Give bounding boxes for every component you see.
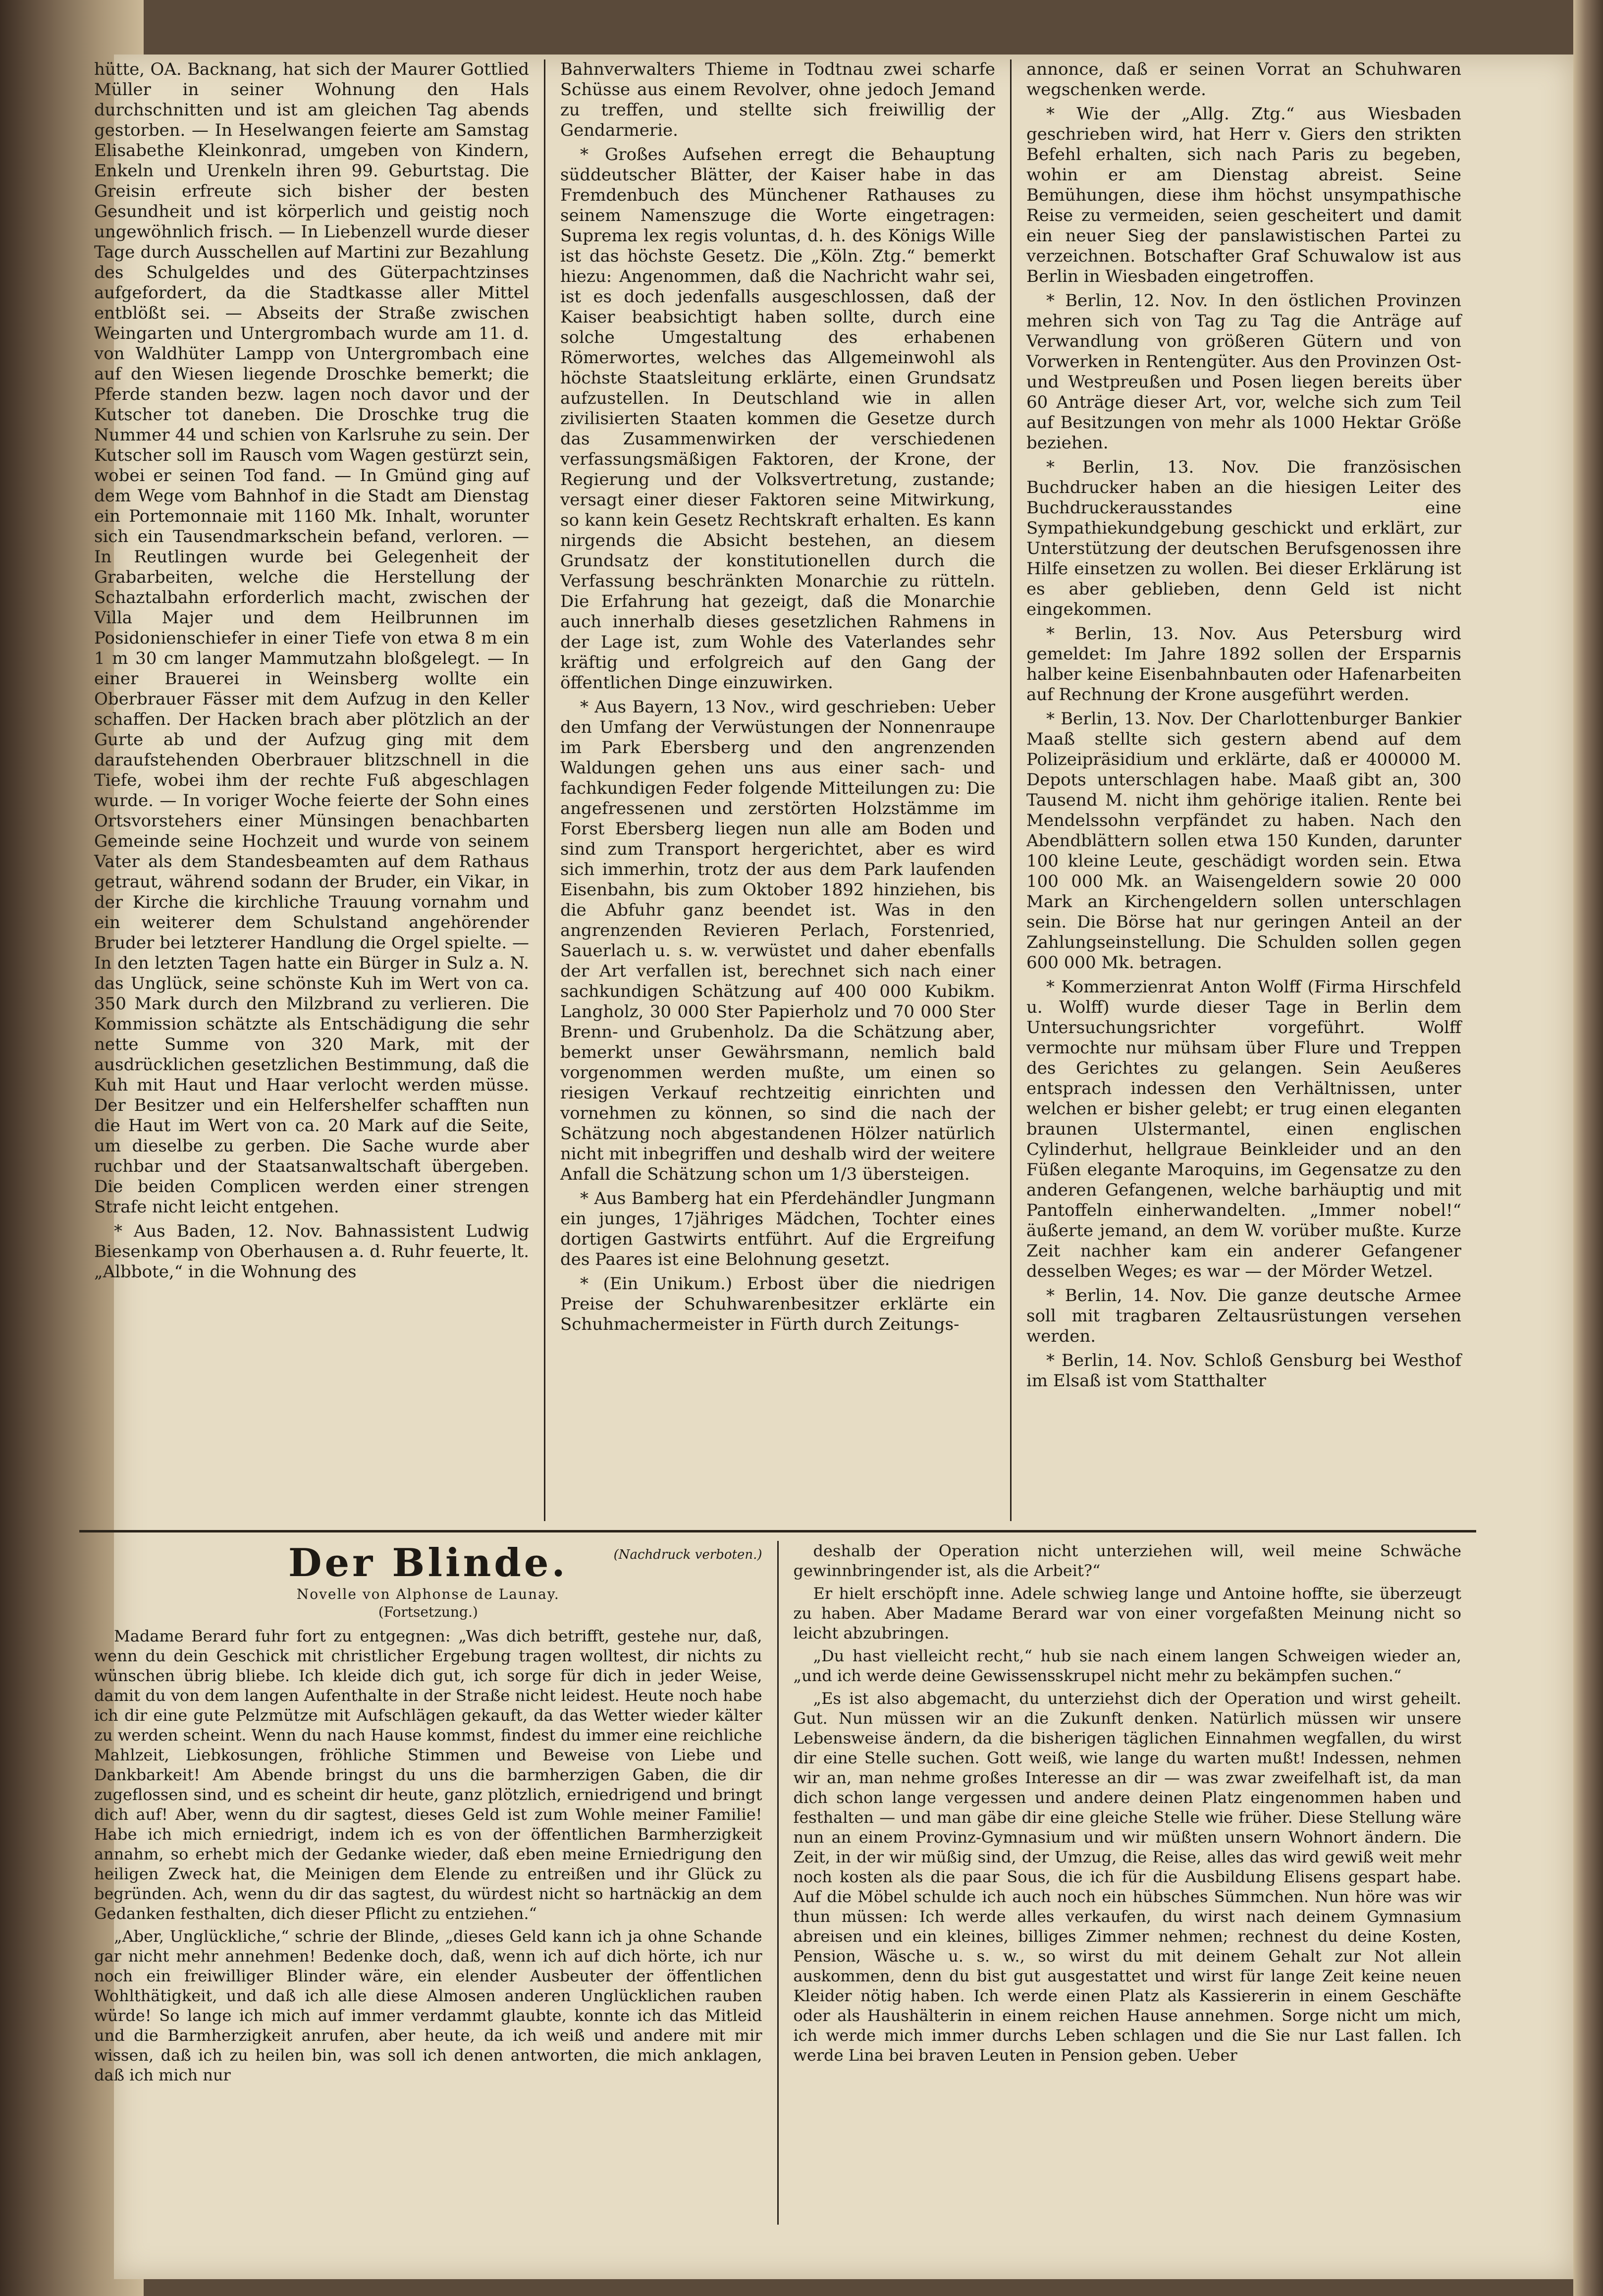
column-2-paragraph-1: Bahnverwalters Thieme in Todtnau zwei scharfe Schüsse aus einem Revolver, ohne jedoch Jemand zu treffen, und stellte sich freiwillig der Gendarmerie. [560,59,995,140]
column-3-paragraph-9: * Berlin, 14. Nov. Schloß Gensburg bei Westhof im Elsaß ist vom Statthalter [1026,1351,1461,1391]
feuilleton-divider [79,1530,1476,1532]
feuilleton-right-paragraph-4: „Es ist also abgemacht, du unterziehst dich der Operation und wirst geheilt. Gut. Nun müssen wir an die Zukunft denken. Natürlich müssen wir unsere Lebensweise ändern, da die bisherigen täglichen Einnahmen wegfallen, du wirst dir eine Stelle suchen. Gott weiß, wie lange du warten mußt! Indessen, nehmen wir an, man nehme großes Interesse an dir — was zwar zweifelhaft ist, da man dich schon lange vergessen und andere deinen Platz eingenommen haben und festhalten — und man gäbe dir eine gleiche Stelle wie früher. Diese Stellung wäre nun an einem Provinz-Gymnasium und wir müßten unsern Wohnort ändern. Die Zeit, in der wir müßig sind, der Umzug, die Reise, alles das wird gewiß weit mehr noch kosten als die paar Sous, die ich für die Ausbildung Elisens gespart habe. Auf die Möbel schulde ich auch noch ein hübsches Sümmchen. Nun höre was wir thun müssen: Ich werde alles verkaufen, du wirst nach deinem Gymnasium abreisen und ein kleines, billiges Zimmer nehmen; rechnest du deine Kosten, Pension, Wäsche u. s. w., so wirst du mit deinem Gehalt zur Not allein auskommen, denn du bist gut ausgestattet und wirst für lange Zeit keine neuen Kleider nötig haben. Ich werde einen Platz als Kassiererin in einem Geschäfte oder als Haushälterin in einem reichen Hause annehmen. Sorge nicht um mich, ich werde mich immer durchs Leben schlagen und die Sie nur Last fallen. Ich werde Lina bei braven Leuten in Pension geben. Ueber [793,1689,1461,2065]
column-3-paragraph-2: * Wie der „Allg. Ztg.“ aus Wiesbaden geschrieben wird, hat Herr v. Giers den strikten Befehl erhalten, sich nach Paris zu begeben, wohin er am Dienstag abreist. Seine Bemühungen, diese ihm höchst unsympathische Reise zu vermeiden, seien gescheitert und damit ein neuer Sieg der panslawistischen Partei zu verzeichnen. Botschafter Graf Schuwalow ist aus Berlin in Wiesbaden eingetroffen. [1026,104,1461,286]
feuilleton-header [94,1541,762,1621]
feuilleton-right-paragraph-3: „Du hast vielleicht recht,“ hub sie nach einem langen Schweigen wieder an, „und ich werde deine Gewissensskrupel nicht mehr zu bekämpfen suchen.“ [793,1646,1461,1685]
column-2-paragraph-3: * Aus Bayern, 13 Nov., wird geschrieben: Ueber den Umfang der Verwüstungen der Nonnenraupe im Park Ebersberg und den angrenzenden Waldungen gehen uns aus einer sach- und fachkundigen Feder folgende Mitteilungen zu: Die angefressenen und zerstörten Holzstämme im Forst Ebersberg liegen nun alle am Boden und sind zum Transport hergerichtet, aber es wird sich immerhin, trotz der aus dem Park laufenden Eisenbahn, bis zum Oktober 1892 hinziehen, bis die Abfuhr ganz beendet ist. Was in den angrenzenden Revieren Perlach, Forstenried, Sauerlach u. s. w. verwüstet und daher ebenfalls der Art verfallen ist, berechnet sich nach einer sachkundigen Schätzung auf 400 000 Kubikm. Langholz, 30 000 Ster Papierholz und 70 000 Ster Brenn- und Grubenholz. Da die Schätzung aber, bemerkt unser Gewährsmann, nemlich bald vorgenommen werden mußte, um einen so riesigen Verkauf rechtzeitig einrichten und vornehmen zu können, so sind die nach der Schätzung noch abgestandenen Hölzer natürlich nicht mit inbegriffen und deshalb wird der weitere Anfall die Schätzung schon um 1/3 übersteigen. [560,697,995,1184]
column-2-paragraph-4: * Aus Bamberg hat ein Pferdehändler Jungmann ein junges, 17jähriges Mädchen, Tochter eines dortigen Gastwirts entführt. Auf die Ergreifung des Paares ist eine Belohnung gesetzt. [560,1189,995,1269]
feuilleton-title: Der Blinde. [288,1541,568,1585]
feuilleton-section [79,1541,1476,2225]
column-1-paragraph-1: hütte, OA. Backnang, hat sich der Maurer Gottlied Müller in seiner Wohnung den Hals durchschnitten und ist am gleichen Tag abends gestorben. — In Heselwangen feierte am Samstag Elisabethe Kleinkonrad, umgeben von Kindern, Enkeln und Urenkeln ihren 99. Geburtstag. Die Greisin erfreute sich bisher der besten Gesundheit und ist körperlich und geistig noch ungewöhnlich frisch. — In Liebenzell wurde dieser Tage durch Ausschellen auf Martini zur Bezahlung des Schulgeldes und des Güterpachtzinses aufgefordert, da die Stadtkasse aller Mittel entblößt sei. — Abseits der Straße zwischen Weingarten und Untergrombach wurde am 11. d. von Waldhüter Lampp von Untergrombach eine auf den Wiesen liegende Droschke bemerkt; die Pferde standen bezw. lagen noch davor und der Kutscher tot daneben. Die Droschke trug die Nummer 44 und schien von Karlsruhe zu sein. Der Kutscher soll im Rausch vom Wagen gestürzt sein, wobei er seinen Tod fand. — In Gmünd ging auf dem Wege vom Bahnhof in die Stadt am Dienstag ein Portemonnaie mit 1160 Mk. Inhalt, worunter sich ein Tausendmarkschein befand, verloren. — In Reutlingen wurde bei Gelegenheit der Grabarbeiten, welche die Herstellung der Schaztalbahn erforderlich macht, zwischen der Villa Majer und dem Heilbrunnen im Posidonienschiefer in einer Tiefe von etwa 8 m ein 1 m 30 cm langer Mammutzahn bloßgelegt. — In einer Brauerei in Weinsberg wollte ein Oberbrauer Fässer mit dem Aufzug in den Keller schaffen. Der Hacken brach aber plötzlich an der Gurte ab und der Aufzug ging mit dem daraufstehenden Oberbrauer blitzschnell in die Tiefe, wobei ihm der rechte Fuß abgeschlagen wurde. — In voriger Woche feierte der Sohn eines Ortsvorstehers einer Münsingen benachbarten Gemeinde seine Hochzeit und wurde von seinem Vater als dem Standesbeamten auf dem Rathaus getraut, während sodann der Bruder, ein Vikar, in der Kirche die kirchliche Trauung vornahm und ein weiterer dem Schulstand angehörender Bruder bei letzterer Handlung die Orgel spielte. — In den letzten Tagen hatte ein Bürger in Sulz a. N. das Unglück, seine schönste Kuh im Wert von ca. 350 Mark durch den Milzbrand zu verlieren. Die Kommission schätzte als Entschädigung die sehr nette Summe von 320 Mark, mit der ausdrücklichen gesetzlichen Bestimmung, daß die Kuh mit Haut und Haar verlocht werden müsse. Der Besitzer und ein Helfershelfer schafften nun die Haut im Wert von ca. 20 Mark auf die Seite, um dieselbe zu gerben. Die Sache wurde aber ruchbar und der Staatsanwaltschaft übergeben. Die beiden Complicen werden einer strengen Strafe nicht leicht entgehen. [94,59,530,1217]
column-2-paragraph-5: * (Ein Unikum.) Erbost über die niedrigen Preise der Schuhwarenbesitzer erklärte ein Schuhmachermeister in Fürth durch Zeitungs- [560,1274,995,1334]
feuilleton-right [777,1541,1477,2225]
column-1-paragraph-2: * Aus Baden, 12. Nov. Bahnassistent Ludwig Biesenkamp von Oberhausen a. d. Ruhr feuerte, lt. „Albbote,“ in die Wohnung des [94,1221,529,1282]
column-3-paragraph-4: * Berlin, 13. Nov. Die französischen Buchdrucker haben an die hiesigen Leiter des Buchdruckerausstandes eine Sympathiekundgebung geschickt und erklärt, zur Unterstützung der deutschen Berufsgenossen ihre Hilfe einsetzen zu wollen. Bei dieser Erklärung ist es aber geblieben, denn Geld ist nicht eingekommen. [1026,457,1461,619]
column-2 [544,59,1010,1521]
column-3 [1010,59,1476,1521]
news-columns [79,59,1476,1521]
column-2-paragraph-2: * Großes Aufsehen erregt die Behauptung süddeutscher Blätter, der Kaiser habe in das Fremdenbuch des Münchener Rathauses zu seinem Namenszuge die Worte eingetragen: Suprema lex regis voluntas, d. h. des Königs Wille ist das höchste Gesetz. Die „Köln. Ztg.“ bemerkt hiezu: Angenommen, daß die Nachricht wahr sei, ist es doch jedenfalls ausgeschlossen, daß der Kaiser beabsichtigt haben sollte, durch eine solche Umgestaltung des erhabenen Römerwortes, welches das Allgemeinwohl als höchste Staatsleitung erklärte, einen Grundsatz aufzustellen. In Deutschland wie in allen zivilisierten Staaten kommen die Gesetze durch das Zusammenwirken der verschiedenen verfassungsmäßigen Faktoren, der Krone, der Regierung und der Volksvertretung, zustande; versagt einer dieser Faktoren seine Mitwirkung, so kann kein Gesetz Rechtskraft erhalten. Es kann nirgends die Absicht bestehen, an diesem Grundsatz der konstitutionellen durch die Verfassung beschränkten Monarchie zu rütteln. Die Erfahrung hat gezeigt, daß die Monarchie auch innerhalb dieses gesetzlichen Rahmens in der Lage ist, zum Wohle des Vaterlandes sehr kräftig und erfolgreich auf den Gang der öffentlichen Dinge einzuwirken. [560,145,995,693]
feuilleton-subtitle: Novelle von Alphonse de Launay. [296,1586,560,1602]
feuilleton-continuation: (Fortsetzung.) [378,1604,478,1620]
reprint-note: (Nachdruck verboten.) [613,1547,762,1562]
column-3-paragraph-8: * Berlin, 14. Nov. Die ganze deutsche Armee soll mit tragbaren Zeltausrüstungen versehen werden. [1026,1286,1461,1346]
feuilleton-right-paragraph-1: deshalb der Operation nicht unterziehen will, weil meine Schwäche gewinnbringender ist, als die Arbeit?“ [793,1541,1461,1580]
feuilleton-left-paragraph-2: „Aber, Unglückliche,“ schrie der Blinde, „dieses Geld kann ich ja ohne Schande gar nicht mehr annehmen! Bedenke doch, daß, wenn ich auf dich hörte, ich nur noch ein freiwilliger Blinder wäre, ein elender Ausbeuter der öffentlichen Wohlthätigkeit, und daß ich alle diese Almosen anderen Unglücklichen rauben würde! So lange ich mich auf immer verdammt glaubte, konnte ich das Mitleid und die Barmherzigkeit anrufen, aber heute, da ich weiß und andere mit mir wissen, daß ich zu heilen bin, was soll ich denen antworten, die mich anklagen, daß ich mich nur [94,1927,762,2084]
feuilleton-left [79,1541,777,2225]
column-1 [79,59,544,1521]
column-3-paragraph-7: * Kommerzienrat Anton Wolff (Firma Hirschfeld u. Wolff) wurde dieser Tage in Berlin dem Untersuchungsrichter vorgeführt. Wolff vermochte nur mühsam über Flure und Treppen des Gerichtes zu gelangen. Sein Aeußeres entsprach indessen den Verhältnissen, unter welchen er bisher gelebt; er trug einen eleganten braunen Ulstermantel, einen englischen Cylinderhut, hellgraue Beinkleider und an den Füßen elegante Maroquins, im Gegensatze zu den anderen Gefangenen, welche barhäuptig und mit Pantoffeln einherwandelten. „Immer nobel!“ äußerte jemand, an dem W. vorüber mußte. Kurze Zeit nachher kam ein anderer Gefangener desselben Weges; es war — der Mörder Wetzel. [1026,977,1461,1281]
feuilleton-left-paragraph-1: Madame Berard fuhr fort zu entgegnen: „Was dich betrifft, gestehe nur, daß, wenn du dein Geschick mit christlicher Ergebung tragen wolltest, dir nichts zu wünschen übrig bliebe. Ich kleide dich gut, ich sorge für dich in jeder Weise, damit du von dem langen Aufenthalte in der Straße nicht leidest. Heute noch habe ich dir eine gute Pelzmütze mit Aufschlägen gekauft, da das Wetter wieder kälter zu werden scheint. Wenn du nach Hause kommst, findest du immer eine reichliche Mahlzeit, Liebkosungen, fröhliche Stimmen und Beweise von Liebe und Dankbarkeit! Am Abende bringst du uns die barmherzigen Gaben, die dir zugeflossen sind, und es scheint dir heute, ganz plötzlich, erniedrigend und bringt dich auf! Aber, wenn du dir sagtest, dieses Geld ist zum Wohle meiner Familie! Habe ich mich erniedrigt, indem ich es von der öffentlichen Barmherzigkeit annahm, so erhebt mich der Gedanke wieder, daß eben meine Erniedrigung den heiligen Zweck hat, die Meinigen dem Elende zu entreißen und ihr Glück zu begründen. Ach, wenn du dir das sagtest, du würdest nicht so hartnäckig an dem Gedanken festhalten, dich dieser Pflicht zu entziehen.“ [94,1627,762,1923]
next-page-edge [1573,0,1603,2296]
column-3-paragraph-3: * Berlin, 12. Nov. In den östlichen Provinzen mehren sich von Tag zu Tag die Anträge auf Verwandlung von größeren Gütern und von Vorwerken in Rentengüter. Aus den Provinzen Ost- und Westpreußen und Posen liegen bereits über 60 Anträge dieser Art, vor, welche sich zum Teil auf Besitzungen von mehr als 1000 Hektar Größe beziehen. [1026,291,1461,453]
column-3-paragraph-1: annonce, daß er seinen Vorrat an Schuhwaren wegschenken werde. [1026,59,1461,100]
column-3-paragraph-5: * Berlin, 13. Nov. Aus Petersburg wird gemeldet: Im Jahre 1892 sollen der Ersparnis halber keine Eisenbahnbauten oder Hafenarbeiten auf Rechnung der Krone ausgeführt werden. [1026,624,1461,705]
column-3-paragraph-6: * Berlin, 13. Nov. Der Charlottenburger Bankier Maaß stellte sich gestern abend auf dem Polizeipräsidium und erklärte, daß er 400000 M. Depots unterschlagen habe. Maaß gibt an, 300 Tausend M. nicht ihm gehörige italien. Rente bei Mendelssohn verpfändet zu haben. Nach den Abendblättern sollen etwa 150 Kunden, darunter 100 kleine Leute, geschädigt worden sein. Etwa 100 000 Mk. an Waisengeldern sowie 20 000 Mark an Kirchengeldern sollen unterschlagen sein. Die Börse hat nur geringen Anteil an der Zahlungseinstellung. Die Schulden sollen gegen 600 000 Mk. betragen. [1026,709,1461,973]
feuilleton-right-paragraph-2: Er hielt erschöpft inne. Adele schwieg lange und Antoine hoffte, sie überzeugt zu haben. Aber Madame Berard war von einer vorgefaßten Meinung nicht so leicht abzubringen. [793,1584,1461,1642]
